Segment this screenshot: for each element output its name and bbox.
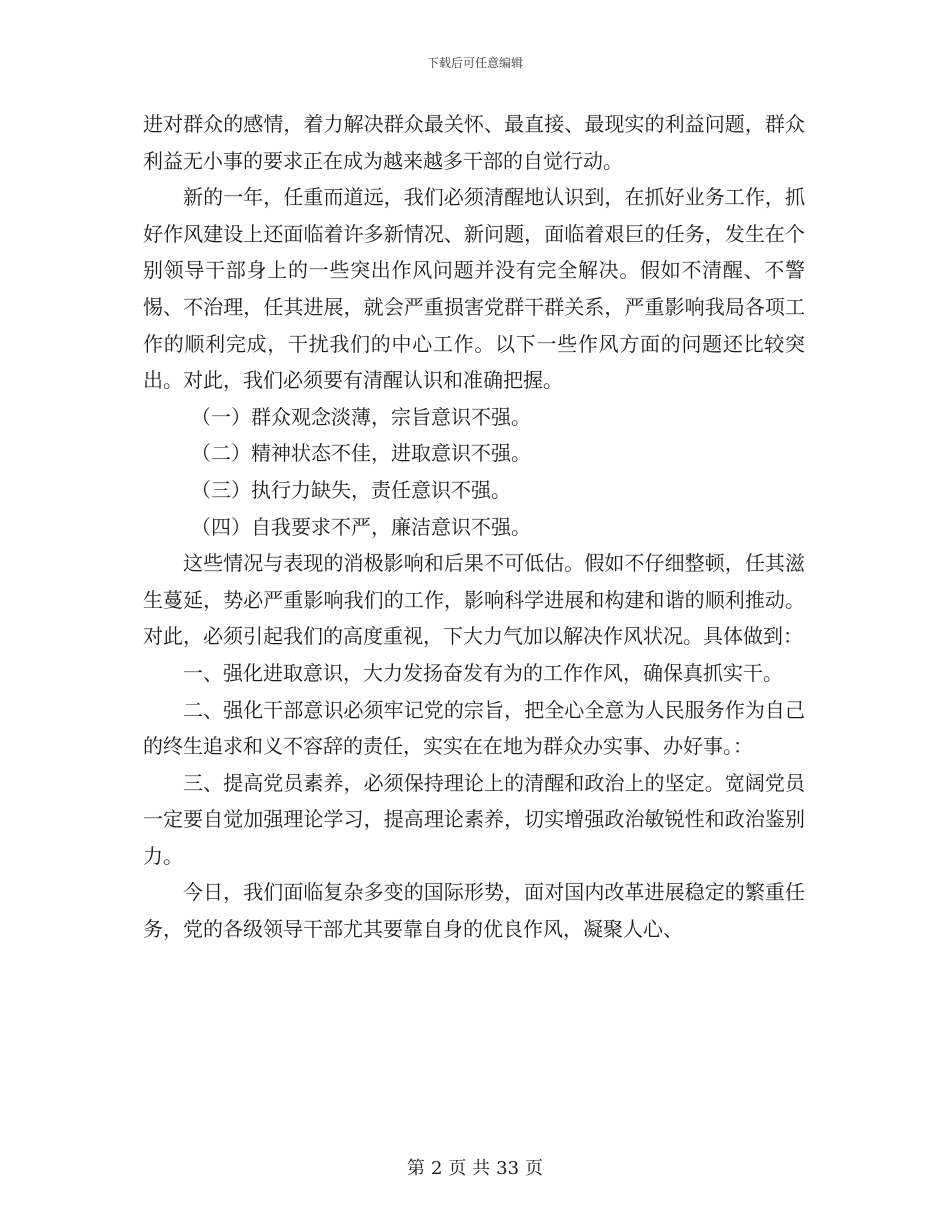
page-footer — [0, 1154, 950, 1180]
paragraph: 二、强化干部意识必须牢记党的宗旨，把全心全意为人民服务作为自己的终生追求和义不容辞的责任，实实在在地为群众办实事、办好事。： — [143, 697, 805, 759]
paragraph: 这些情况与表现的消极影响和后果不可低估。假如不仔细整顿，任其滋生蔓延，势必严重影响我们的工作，影响科学进展和构建和谐的顺利推动。对此，必须引起我们的高度重视，下大力气加以解决作风状况。具体做到： — [143, 551, 805, 649]
footer-suffix: 页 — [525, 1158, 544, 1179]
list-item: （二）精神状态不佳，进取意识不强。 — [191, 441, 531, 466]
list-item: （四）自我要求不严，廉洁意识不强。 — [191, 514, 531, 539]
footer-total-pages: 33 — [496, 1158, 520, 1179]
paragraph: 新的一年，任重而道远，我们必须清醒地认识到，在抓好业务工作，抓好作风建设上还面临着许多新情况、新问题，面临着艰巨的任务，发生在个别领导干部身上的一些突出作风问题并没有完全解决。假如不清醒、不警惕、不治理，任其进展，就会严重损害党群干群关系，严重影响我局各项工作的顺利完成，干扰我们的中心工作。以下一些作风方面的问题还比较突出。对此，我们必须要有清醒认识和准确把握。 — [143, 185, 805, 393]
footer-page-number: 2 — [430, 1158, 443, 1179]
paragraph: 今日，我们面临复杂多变的国际形势，面对国内改革进展稳定的繁重任务，党的各级领导干部尤其要靠自身的优良作风，凝聚人心、 — [143, 880, 805, 942]
list-item: （三）执行力缺失，责任意识不强。 — [191, 477, 511, 502]
paragraph: 一、强化进取意识，大力发扬奋发有为的工作作风，确保真抓实干。 — [183, 660, 783, 685]
page-header: 下载后可任意编辑 — [426, 56, 523, 70]
footer-prefix: 第 — [406, 1158, 425, 1179]
footer-middle: 页 共 — [448, 1158, 491, 1179]
paragraph: 三、提高党员素养，必须保持理论上的清醒和政治上的坚定。宽阔党员一定要自觉加强理论学习，提高理论素养，切实增强政治敏锐性和政治鉴别力。 — [143, 770, 805, 868]
list-item: （一）群众观念淡薄，宗旨意识不强。 — [191, 404, 531, 429]
document-body — [143, 106, 805, 948]
paragraph: 进对群众的感情，着力解决群众最关怀、最直接、最现实的利益问题，群众利益无小事的要求正在成为越来越多干部的自觉行动。 — [143, 112, 805, 173]
